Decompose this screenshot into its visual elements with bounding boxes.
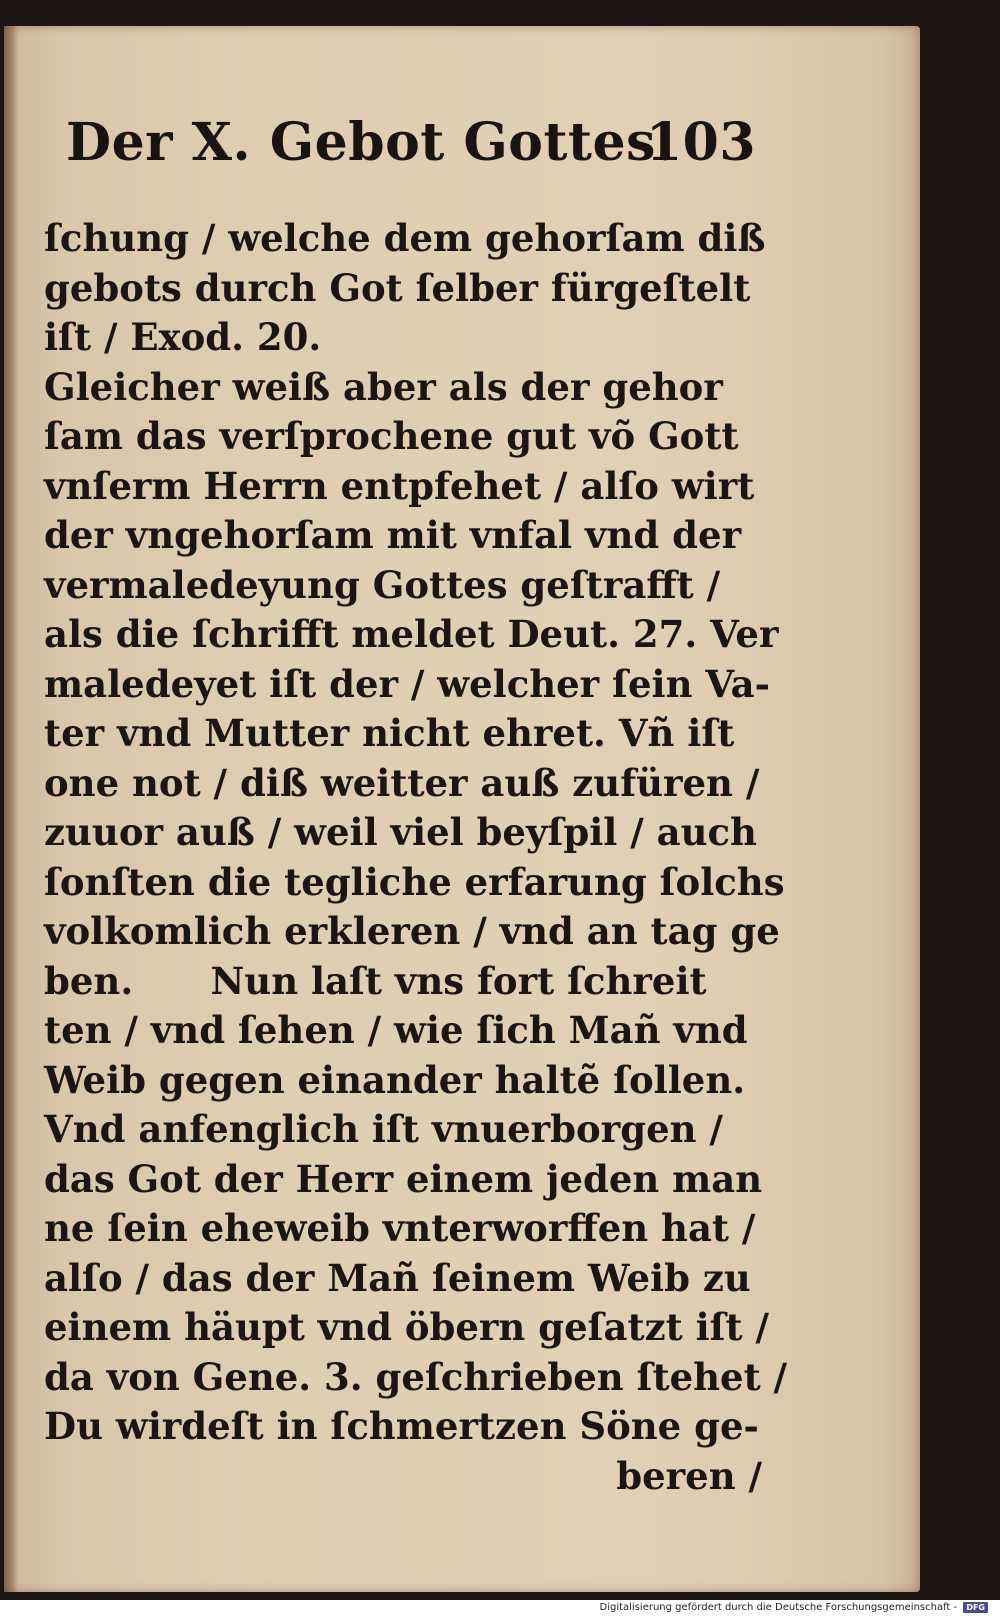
text-line: Vnd anfenglich iſt vnuerborgen /	[44, 1107, 723, 1151]
dfg-logo: DFG	[963, 1602, 988, 1613]
text-line: alſo / das der Mañ ſeinem Weib zu	[44, 1255, 751, 1300]
text-line: vermaledeyung Gottes geſtrafft /	[44, 562, 721, 607]
text-line: ten / vnd ſehen / wie ſich Mañ vnd	[44, 1008, 748, 1052]
text-line: ben. Nun laſt vns fort ſchreit	[44, 958, 707, 1003]
digitization-credit	[600, 1600, 989, 1616]
text-line: der vngehorſam mit vnfal vnd der	[44, 513, 742, 557]
text-line: Gleicher weiß aber als der gehor	[44, 364, 723, 409]
book-page	[4, 26, 920, 1592]
text-line: Du wirdeſt in ſchmertzen Söne ge-	[44, 1404, 759, 1448]
text-line: ter vnd Mutter nicht ehret. Vñ iſt	[44, 711, 735, 755]
text-line: ne ſein eheweib vnterworffen hat /	[44, 1206, 756, 1250]
text-line: ſonſten die tegliche erfarung ſolchs	[44, 859, 785, 904]
credit-text: Digitalisierung gefördert durch die Deutsche Forschungsgemeinschaft -	[599, 1602, 958, 1613]
text-line: ſam das verſprochene gut võ Gott	[44, 414, 739, 458]
text-line: zuuor auß / weil viel beyſpil / auch	[44, 810, 757, 854]
text-line: Weib gegen einander haltẽ ſollen.	[44, 1057, 746, 1102]
running-head-title: Der X. Gebot Gottes.	[66, 112, 675, 173]
text-line: gebots durch Got ſelber fürgeſtelt	[44, 265, 751, 310]
text-line: vnſerm Herrn entpfehet / alſo wirt	[44, 463, 755, 508]
text-line: iſt / Exod. 20.	[44, 315, 322, 359]
running-head	[66, 112, 756, 192]
text-line: das Got der Herr einem jeden man	[44, 1156, 763, 1201]
text-line: als die ſchrifft meldet Deut. 27. Ver	[44, 612, 779, 656]
text-line: one not / diß weitter auß zufüren /	[44, 760, 760, 805]
body-text	[44, 214, 788, 1501]
text-line: da von Gene. 3. geſchrieben ſtehet /	[44, 1354, 788, 1399]
catchword: beren /	[616, 1453, 762, 1498]
text-line: ſchung / welche dem gehorſam diß	[44, 216, 766, 260]
text-line: volkomlich erkleren / vnd an tag ge	[44, 909, 780, 953]
page-number: 103	[645, 112, 756, 173]
text-line: maledeyet iſt der / welcher ſein Va-	[44, 661, 770, 706]
page-gutter-shadow	[4, 26, 18, 1592]
text-line: einem häupt vnd öbern geſatzt iſt /	[44, 1305, 770, 1349]
